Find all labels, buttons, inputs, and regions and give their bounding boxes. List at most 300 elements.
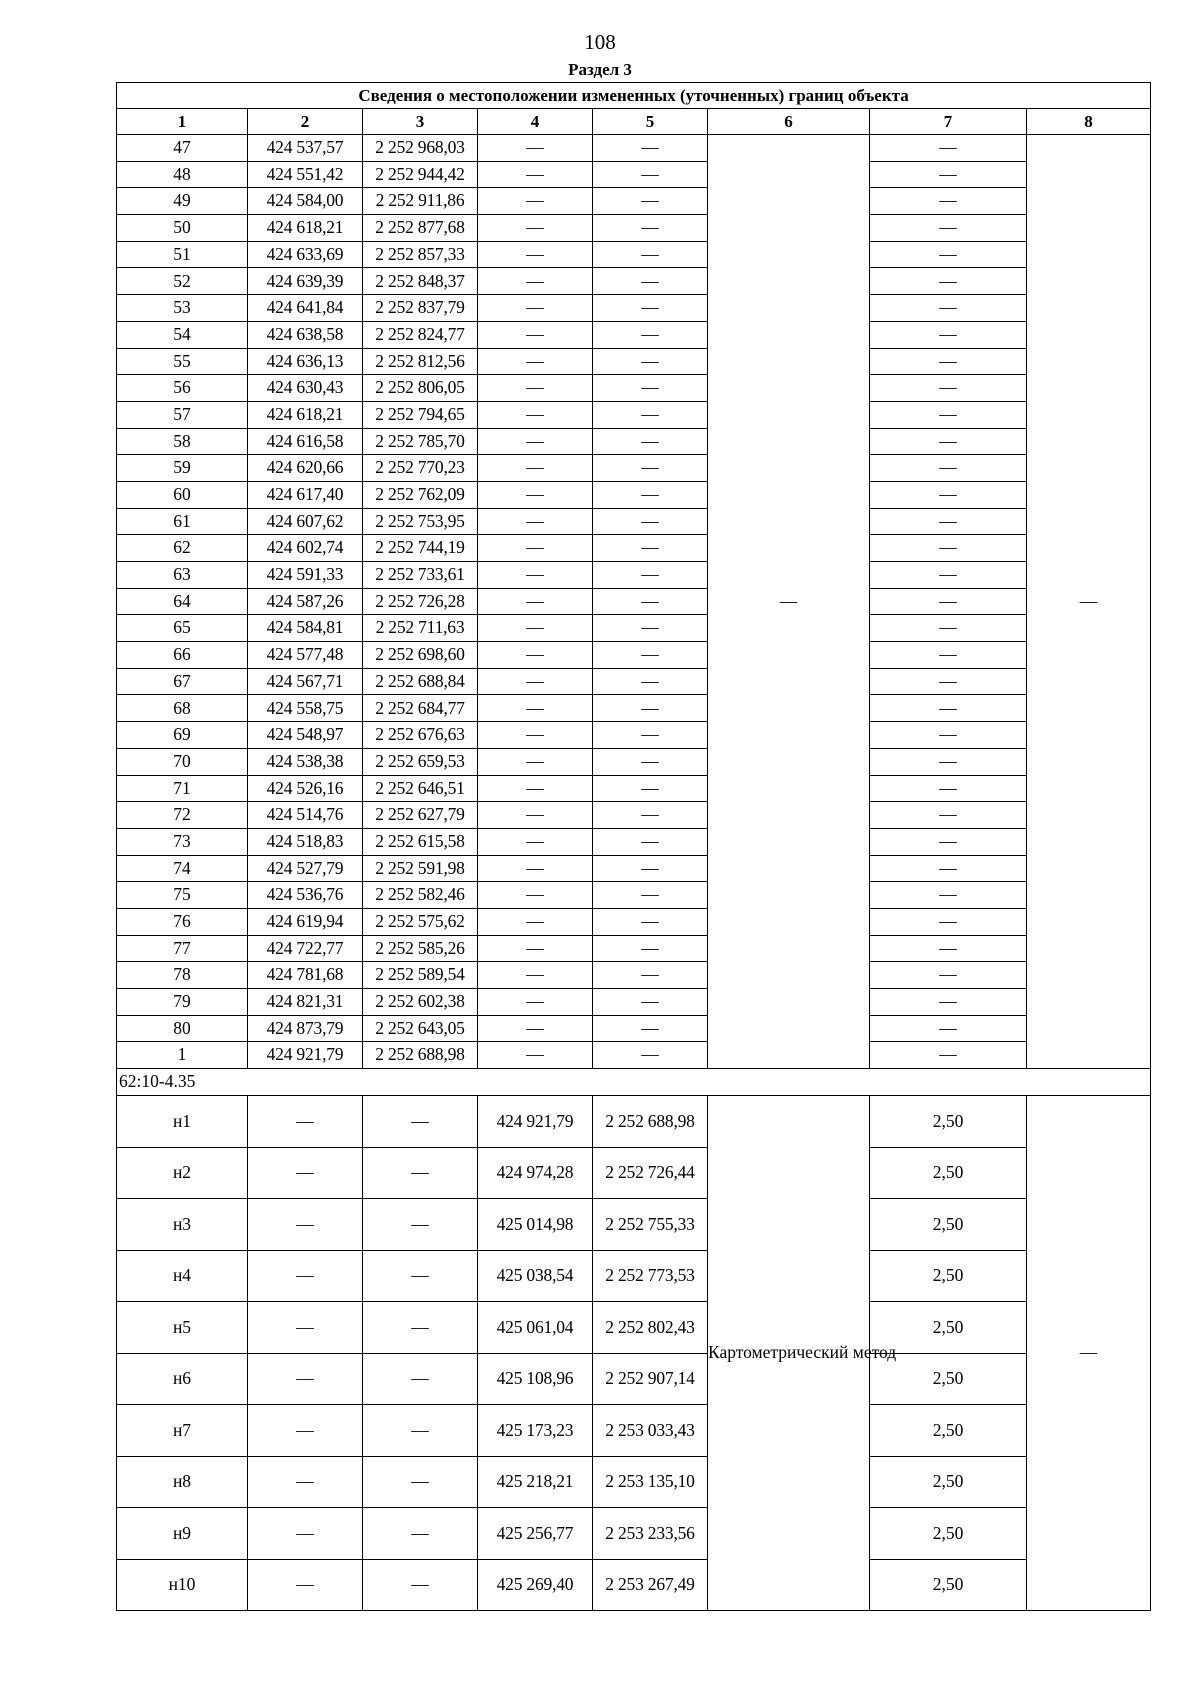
table-row: [117, 748, 1151, 775]
coord-y-new: 2 252 907,14: [593, 1353, 708, 1405]
coord-x-new: —: [478, 989, 593, 1016]
column-number-5: 5: [593, 109, 708, 135]
point-number: 62: [117, 535, 248, 562]
coord-x-existing: 424 518,83: [248, 828, 363, 855]
coord-x-new: —: [478, 615, 593, 642]
coord-y-new: —: [593, 1015, 708, 1042]
coord-x-existing: 424 618,21: [248, 401, 363, 428]
coord-x-existing: 424 551,42: [248, 161, 363, 188]
coord-y-new: 2 252 773,53: [593, 1250, 708, 1302]
table-row: [117, 642, 1151, 669]
coord-x-new: 425 218,21: [478, 1456, 593, 1508]
coord-y-new: —: [593, 508, 708, 535]
coord-x-existing: 424 538,38: [248, 748, 363, 775]
point-number: 1: [117, 1042, 248, 1069]
coord-x-new: —: [478, 135, 593, 162]
coord-y-existing: —: [363, 1302, 478, 1354]
coord-y-new: —: [593, 695, 708, 722]
coord-y-new: —: [593, 401, 708, 428]
coord-y-new: —: [593, 481, 708, 508]
table-row: [117, 722, 1151, 749]
table-row: [117, 855, 1151, 882]
coord-x-existing: 424 638,58: [248, 321, 363, 348]
coord-x-existing: 424 617,40: [248, 481, 363, 508]
coord-x-new: —: [478, 1042, 593, 1069]
accuracy-cell: —: [870, 562, 1027, 589]
coord-y-existing: —: [363, 1456, 478, 1508]
table-row: [117, 1199, 1151, 1251]
coord-x-new: —: [478, 855, 593, 882]
point-number: 66: [117, 642, 248, 669]
table-row: [117, 962, 1151, 989]
coord-y-new: —: [593, 1042, 708, 1069]
subsection-row: [117, 1069, 1151, 1096]
table-row: [117, 215, 1151, 242]
table-row: [117, 428, 1151, 455]
coord-y-new: 2 253 267,49: [593, 1559, 708, 1611]
column-number-8: 8: [1027, 109, 1151, 135]
table-row: [117, 508, 1151, 535]
coord-y-new: —: [593, 241, 708, 268]
coord-x-existing: —: [248, 1353, 363, 1405]
coord-x-new: —: [478, 775, 593, 802]
coord-x-new: 425 038,54: [478, 1250, 593, 1302]
description-cell: —: [1027, 1096, 1151, 1611]
coord-x-new: 425 269,40: [478, 1559, 593, 1611]
subsection-label: 62:10-4.35: [117, 1069, 1151, 1096]
coord-x-new: 425 061,04: [478, 1302, 593, 1354]
coord-x-new: —: [478, 455, 593, 482]
page-number: 108: [584, 30, 616, 54]
coord-x-new: 424 921,79: [478, 1096, 593, 1148]
coord-x-new: —: [478, 562, 593, 589]
accuracy-cell: —: [870, 695, 1027, 722]
point-number: 71: [117, 775, 248, 802]
coord-y-new: —: [593, 295, 708, 322]
table-row: [117, 828, 1151, 855]
coord-x-new: 425 108,96: [478, 1353, 593, 1405]
method-cell: —: [708, 135, 870, 1069]
coord-x-new: 425 014,98: [478, 1199, 593, 1251]
point-number: 69: [117, 722, 248, 749]
accuracy-cell: —: [870, 401, 1027, 428]
accuracy-cell: —: [870, 748, 1027, 775]
coord-x-existing: 424 616,58: [248, 428, 363, 455]
column-number-1: 1: [117, 109, 248, 135]
table-row: [117, 321, 1151, 348]
coord-x-existing: 424 620,66: [248, 455, 363, 482]
coord-x-existing: 424 584,81: [248, 615, 363, 642]
point-number: 75: [117, 882, 248, 909]
coord-y-existing: 2 252 684,77: [363, 695, 478, 722]
point-number: 64: [117, 588, 248, 615]
coord-y-new: —: [593, 642, 708, 669]
table-row: [117, 1015, 1151, 1042]
coord-x-new: 425 173,23: [478, 1405, 593, 1457]
column-number-3: 3: [363, 109, 478, 135]
coord-y-existing: 2 252 857,33: [363, 241, 478, 268]
point-number: н6: [117, 1353, 248, 1405]
point-number: н9: [117, 1508, 248, 1560]
accuracy-cell: —: [870, 1015, 1027, 1042]
coord-y-new: —: [593, 989, 708, 1016]
coord-y-existing: 2 252 646,51: [363, 775, 478, 802]
coord-x-new: 425 256,77: [478, 1508, 593, 1560]
coord-y-existing: 2 252 575,62: [363, 908, 478, 935]
coord-x-new: —: [478, 161, 593, 188]
column-number-row: [117, 109, 1151, 135]
coord-y-new: —: [593, 748, 708, 775]
coord-x-existing: 424 577,48: [248, 642, 363, 669]
table-row: [117, 1302, 1151, 1354]
point-number: 67: [117, 668, 248, 695]
table-row: [117, 1508, 1151, 1560]
table-row: [117, 455, 1151, 482]
coord-x-new: —: [478, 268, 593, 295]
coord-y-new: —: [593, 375, 708, 402]
coord-x-existing: 424 618,21: [248, 215, 363, 242]
table-caption: Сведения о местоположении измененных (уточненных) границ объекта: [117, 83, 1151, 109]
table-row: [117, 1042, 1151, 1069]
point-number: 50: [117, 215, 248, 242]
coord-y-existing: —: [363, 1096, 478, 1148]
accuracy-cell: —: [870, 908, 1027, 935]
point-number: 72: [117, 802, 248, 829]
coord-y-new: —: [593, 775, 708, 802]
coord-x-new: —: [478, 828, 593, 855]
coord-x-existing: 424 633,69: [248, 241, 363, 268]
accuracy-cell: —: [870, 268, 1027, 295]
coord-y-new: 2 253 135,10: [593, 1456, 708, 1508]
coord-y-existing: 2 252 643,05: [363, 1015, 478, 1042]
coord-x-existing: —: [248, 1456, 363, 1508]
table-row: [117, 775, 1151, 802]
coord-x-new: —: [478, 375, 593, 402]
point-number: 65: [117, 615, 248, 642]
coord-y-existing: 2 252 591,98: [363, 855, 478, 882]
accuracy-cell: —: [870, 775, 1027, 802]
accuracy-cell: —: [870, 135, 1027, 162]
table-row: [117, 348, 1151, 375]
table-row: [117, 668, 1151, 695]
coord-y-existing: 2 252 911,86: [363, 188, 478, 215]
coord-y-existing: 2 252 794,65: [363, 401, 478, 428]
coord-x-existing: 424 619,94: [248, 908, 363, 935]
coord-y-new: —: [593, 668, 708, 695]
coord-x-new: —: [478, 695, 593, 722]
coord-x-existing: 424 558,75: [248, 695, 363, 722]
accuracy-cell: —: [870, 428, 1027, 455]
coord-x-existing: —: [248, 1508, 363, 1560]
table-row: [117, 1147, 1151, 1199]
accuracy-cell: —: [870, 481, 1027, 508]
point-number: 79: [117, 989, 248, 1016]
coord-x-new: —: [478, 508, 593, 535]
coord-x-existing: —: [248, 1147, 363, 1199]
coord-x-new: —: [478, 802, 593, 829]
coord-y-existing: 2 252 688,84: [363, 668, 478, 695]
point-number: 61: [117, 508, 248, 535]
coord-y-new: —: [593, 962, 708, 989]
coord-y-new: 2 253 233,56: [593, 1508, 708, 1560]
table-row: [117, 802, 1151, 829]
coord-y-existing: 2 252 589,54: [363, 962, 478, 989]
coord-x-existing: 424 781,68: [248, 962, 363, 989]
point-number: 47: [117, 135, 248, 162]
table-row: [117, 295, 1151, 322]
coord-y-new: —: [593, 535, 708, 562]
coord-y-existing: 2 252 688,98: [363, 1042, 478, 1069]
coord-x-existing: 424 591,33: [248, 562, 363, 589]
coord-x-existing: 424 567,71: [248, 668, 363, 695]
coord-x-new: —: [478, 935, 593, 962]
point-number: 80: [117, 1015, 248, 1042]
point-number: 73: [117, 828, 248, 855]
coord-x-existing: 424 587,26: [248, 588, 363, 615]
point-number: н3: [117, 1199, 248, 1251]
coord-x-existing: 424 548,97: [248, 722, 363, 749]
accuracy-cell: —: [870, 375, 1027, 402]
point-number: 53: [117, 295, 248, 322]
coord-y-new: —: [593, 802, 708, 829]
coord-y-existing: 2 252 806,05: [363, 375, 478, 402]
table-row: [117, 935, 1151, 962]
accuracy-cell: —: [870, 855, 1027, 882]
coord-x-new: —: [478, 668, 593, 695]
coord-x-new: —: [478, 215, 593, 242]
coord-x-existing: 424 602,74: [248, 535, 363, 562]
coord-y-new: 2 252 726,44: [593, 1147, 708, 1199]
coord-y-new: 2 252 755,33: [593, 1199, 708, 1251]
coord-y-existing: 2 252 770,23: [363, 455, 478, 482]
coord-x-existing: 424 921,79: [248, 1042, 363, 1069]
coord-y-new: —: [593, 455, 708, 482]
point-number: 68: [117, 695, 248, 722]
coord-y-new: —: [593, 855, 708, 882]
point-number: 58: [117, 428, 248, 455]
coord-x-new: —: [478, 642, 593, 669]
coord-x-existing: 424 821,31: [248, 989, 363, 1016]
coord-y-new: —: [593, 935, 708, 962]
coord-y-new: —: [593, 161, 708, 188]
table-row: [117, 375, 1151, 402]
coord-y-existing: —: [363, 1353, 478, 1405]
point-number: 52: [117, 268, 248, 295]
point-number: н2: [117, 1147, 248, 1199]
accuracy-cell: —: [870, 802, 1027, 829]
accuracy-cell: —: [870, 535, 1027, 562]
coord-y-existing: 2 252 837,79: [363, 295, 478, 322]
coord-x-existing: 424 873,79: [248, 1015, 363, 1042]
coord-y-new: —: [593, 268, 708, 295]
point-number: 48: [117, 161, 248, 188]
coord-x-existing: 424 722,77: [248, 935, 363, 962]
accuracy-cell: —: [870, 882, 1027, 909]
coord-y-new: —: [593, 828, 708, 855]
coord-x-new: —: [478, 188, 593, 215]
column-number-6: 6: [708, 109, 870, 135]
point-number: 54: [117, 321, 248, 348]
point-number: 49: [117, 188, 248, 215]
coord-x-existing: 424 584,00: [248, 188, 363, 215]
point-number: 56: [117, 375, 248, 402]
coord-x-existing: 424 639,39: [248, 268, 363, 295]
coord-x-new: —: [478, 908, 593, 935]
accuracy-cell: 2,50: [870, 1405, 1027, 1457]
coord-y-existing: 2 252 753,95: [363, 508, 478, 535]
coord-y-existing: —: [363, 1250, 478, 1302]
coord-y-existing: 2 252 585,26: [363, 935, 478, 962]
point-number: н1: [117, 1096, 248, 1148]
coord-y-new: 2 253 033,43: [593, 1405, 708, 1457]
coord-x-new: —: [478, 588, 593, 615]
coord-x-existing: 424 607,62: [248, 508, 363, 535]
coord-y-new: 2 252 802,43: [593, 1302, 708, 1354]
table-row: [117, 161, 1151, 188]
point-number: 74: [117, 855, 248, 882]
point-number: 57: [117, 401, 248, 428]
table-row: [117, 588, 1151, 615]
table-row: [117, 268, 1151, 295]
accuracy-cell: —: [870, 455, 1027, 482]
coord-y-new: —: [593, 722, 708, 749]
coord-y-existing: 2 252 733,61: [363, 562, 478, 589]
coord-x-existing: —: [248, 1199, 363, 1251]
coord-x-existing: 424 527,79: [248, 855, 363, 882]
point-number: 55: [117, 348, 248, 375]
coord-y-existing: 2 252 944,42: [363, 161, 478, 188]
column-number-4: 4: [478, 109, 593, 135]
coord-y-new: —: [593, 562, 708, 589]
coord-y-new: —: [593, 188, 708, 215]
coord-y-existing: —: [363, 1405, 478, 1457]
coord-x-existing: 424 526,16: [248, 775, 363, 802]
accuracy-cell: 2,50: [870, 1147, 1027, 1199]
section-label: Раздел 3: [568, 60, 632, 79]
table-row: [117, 615, 1151, 642]
description-cell: —: [1027, 135, 1151, 1069]
accuracy-cell: 2,50: [870, 1456, 1027, 1508]
accuracy-cell: —: [870, 508, 1027, 535]
coord-x-existing: 424 537,57: [248, 135, 363, 162]
coord-y-new: —: [593, 615, 708, 642]
table-row: [117, 1405, 1151, 1457]
table-row: [117, 241, 1151, 268]
table-row: [117, 188, 1151, 215]
accuracy-cell: 2,50: [870, 1302, 1027, 1354]
column-number-7: 7: [870, 109, 1027, 135]
point-number: 60: [117, 481, 248, 508]
accuracy-cell: 2,50: [870, 1096, 1027, 1148]
point-number: н8: [117, 1456, 248, 1508]
table-row: [117, 1353, 1151, 1405]
accuracy-cell: —: [870, 642, 1027, 669]
point-number: 78: [117, 962, 248, 989]
coord-y-existing: 2 252 711,63: [363, 615, 478, 642]
table-row: [117, 695, 1151, 722]
coord-x-existing: —: [248, 1096, 363, 1148]
table-row: [117, 562, 1151, 589]
accuracy-cell: —: [870, 1042, 1027, 1069]
coord-x-existing: 424 514,76: [248, 802, 363, 829]
coord-x-existing: —: [248, 1559, 363, 1611]
coord-x-existing: 424 641,84: [248, 295, 363, 322]
coord-x-new: —: [478, 348, 593, 375]
point-number: 70: [117, 748, 248, 775]
accuracy-cell: —: [870, 615, 1027, 642]
coord-x-existing: —: [248, 1405, 363, 1457]
point-number: 59: [117, 455, 248, 482]
coord-x-new: —: [478, 962, 593, 989]
table-row: [117, 908, 1151, 935]
coord-y-existing: —: [363, 1508, 478, 1560]
coord-y-existing: 2 252 812,56: [363, 348, 478, 375]
coord-y-existing: 2 252 824,77: [363, 321, 478, 348]
accuracy-cell: —: [870, 989, 1027, 1016]
accuracy-cell: —: [870, 321, 1027, 348]
coord-x-new: —: [478, 535, 593, 562]
point-number: 51: [117, 241, 248, 268]
table-row: [117, 401, 1151, 428]
coord-y-new: 2 252 688,98: [593, 1096, 708, 1148]
accuracy-cell: —: [870, 668, 1027, 695]
coord-y-existing: 2 252 726,28: [363, 588, 478, 615]
coord-y-new: —: [593, 348, 708, 375]
coord-x-existing: —: [248, 1250, 363, 1302]
coord-y-existing: —: [363, 1147, 478, 1199]
coord-y-new: —: [593, 135, 708, 162]
accuracy-cell: —: [870, 935, 1027, 962]
point-number: н4: [117, 1250, 248, 1302]
coord-y-existing: 2 252 848,37: [363, 268, 478, 295]
coord-y-existing: 2 252 627,79: [363, 802, 478, 829]
accuracy-cell: —: [870, 188, 1027, 215]
coord-y-existing: 2 252 744,19: [363, 535, 478, 562]
table-row: [117, 481, 1151, 508]
accuracy-cell: —: [870, 348, 1027, 375]
table-row: [117, 135, 1151, 162]
accuracy-cell: —: [870, 722, 1027, 749]
coord-x-new: —: [478, 295, 593, 322]
point-number: 63: [117, 562, 248, 589]
table-row: [117, 1456, 1151, 1508]
accuracy-cell: 2,50: [870, 1508, 1027, 1560]
table-row: [117, 1250, 1151, 1302]
accuracy-cell: 2,50: [870, 1353, 1027, 1405]
coord-x-existing: —: [248, 1302, 363, 1354]
coord-y-new: —: [593, 321, 708, 348]
table-row: [117, 882, 1151, 909]
coord-y-existing: 2 252 676,63: [363, 722, 478, 749]
coord-x-new: 424 974,28: [478, 1147, 593, 1199]
coord-x-new: —: [478, 481, 593, 508]
accuracy-cell: —: [870, 161, 1027, 188]
point-number: 76: [117, 908, 248, 935]
coord-y-new: —: [593, 908, 708, 935]
accuracy-cell: —: [870, 295, 1027, 322]
coord-y-new: —: [593, 882, 708, 909]
table-row: [117, 1559, 1151, 1611]
coord-y-existing: 2 252 659,53: [363, 748, 478, 775]
point-number: 77: [117, 935, 248, 962]
coord-x-new: —: [478, 241, 593, 268]
table-row: [117, 1096, 1151, 1148]
accuracy-cell: 2,50: [870, 1250, 1027, 1302]
coord-x-new: —: [478, 428, 593, 455]
accuracy-cell: 2,50: [870, 1559, 1027, 1611]
point-number: н7: [117, 1405, 248, 1457]
coord-x-new: —: [478, 401, 593, 428]
